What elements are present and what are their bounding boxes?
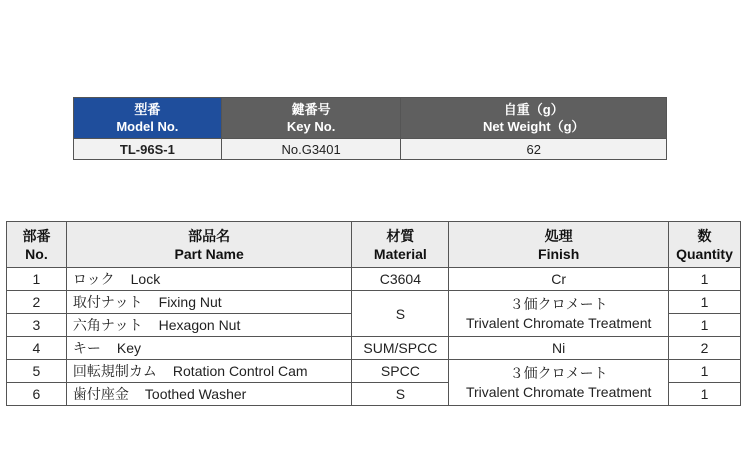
part-quantity: 1 — [668, 383, 740, 406]
part-name — [66, 383, 352, 406]
part-name-jp: 取付ナット — [72, 294, 143, 310]
parts-table-header — [7, 222, 741, 268]
header-part-name-jp: 部品名 — [188, 227, 231, 244]
part-name-en: Rotation Control Cam — [172, 363, 308, 379]
header-finish-jp: 処理 — [544, 227, 573, 244]
part-name-jp: 六角ナット — [72, 317, 143, 333]
key-no-value: No.G3401 — [221, 139, 401, 160]
header-model-no-jp: 型番 — [134, 102, 161, 117]
header-material-en: Material — [373, 245, 427, 262]
part-quantity: 1 — [668, 291, 740, 314]
header-finish-en: Finish — [538, 245, 580, 262]
part-name-en: Hexagon Nut — [158, 317, 241, 333]
header-part-no-en: No. — [25, 245, 48, 262]
part-quantity: 2 — [668, 337, 740, 360]
part-name-jp: 回転規制カム — [72, 363, 157, 379]
table-row — [7, 268, 741, 291]
part-quantity: 1 — [668, 360, 740, 383]
header-part-name — [66, 222, 352, 268]
part-name-jp: キー — [72, 340, 101, 356]
part-quantity: 1 — [668, 268, 740, 291]
header-quantity — [668, 222, 740, 268]
header-material — [352, 222, 449, 268]
model-table-row — [74, 139, 667, 160]
part-no: 5 — [7, 360, 67, 383]
part-finish-merged — [449, 360, 669, 406]
part-name-jp: 歯付座金 — [72, 386, 129, 402]
finish-en: Trivalent Chromate Treatment — [465, 314, 652, 331]
header-part-name-en: Part Name — [174, 245, 244, 262]
finish-en: Trivalent Chromate Treatment — [465, 383, 652, 400]
header-part-no-jp: 部番 — [22, 227, 51, 244]
header-key-no-jp: 鍵番号 — [291, 102, 331, 117]
part-no: 2 — [7, 291, 67, 314]
part-material: C3604 — [352, 268, 449, 291]
part-quantity: 1 — [668, 314, 740, 337]
part-name — [66, 268, 352, 291]
model-table-header — [74, 98, 667, 139]
model-no-value: TL-96S-1 — [74, 139, 222, 160]
header-model-no-en: Model No. — [116, 119, 179, 134]
part-material-merged: S — [352, 291, 449, 337]
header-part-no — [7, 222, 67, 268]
parts-table — [6, 221, 741, 406]
header-key-no — [221, 98, 401, 139]
finish-jp: ３価クロメート — [509, 295, 608, 312]
finish-jp: ３価クロメート — [509, 364, 608, 381]
part-finish-merged — [449, 291, 669, 337]
header-net-weight-jp: 自重（g） — [503, 102, 564, 117]
part-name — [66, 314, 352, 337]
part-no: 6 — [7, 383, 67, 406]
table-row — [7, 360, 741, 383]
part-name-en: Toothed Washer — [144, 386, 247, 402]
part-no: 3 — [7, 314, 67, 337]
part-material: SUM/SPCC — [352, 337, 449, 360]
model-table — [73, 97, 667, 160]
header-net-weight-en: Net Weight（g） — [482, 119, 585, 134]
table-row — [7, 337, 741, 360]
part-name-en: Key — [116, 340, 142, 356]
net-weight-value: 62 — [401, 139, 667, 160]
header-key-no-en: Key No. — [286, 119, 336, 134]
part-finish: Cr — [449, 268, 669, 291]
part-name — [66, 337, 352, 360]
part-no: 4 — [7, 337, 67, 360]
part-finish: Ni — [449, 337, 669, 360]
part-name-en: Lock — [130, 271, 161, 287]
header-quantity-jp: 数 — [697, 227, 712, 244]
header-model-no — [74, 98, 222, 139]
part-name-jp: ロック — [72, 271, 115, 287]
header-material-jp: 材質 — [386, 227, 415, 244]
header-net-weight — [401, 98, 667, 139]
part-material: S — [352, 383, 449, 406]
header-quantity-en: Quantity — [676, 245, 733, 262]
part-name-en: Fixing Nut — [158, 294, 222, 310]
part-name — [66, 360, 352, 383]
part-name — [66, 291, 352, 314]
part-no: 1 — [7, 268, 67, 291]
part-material: SPCC — [352, 360, 449, 383]
header-finish — [449, 222, 669, 268]
table-row — [7, 291, 741, 314]
